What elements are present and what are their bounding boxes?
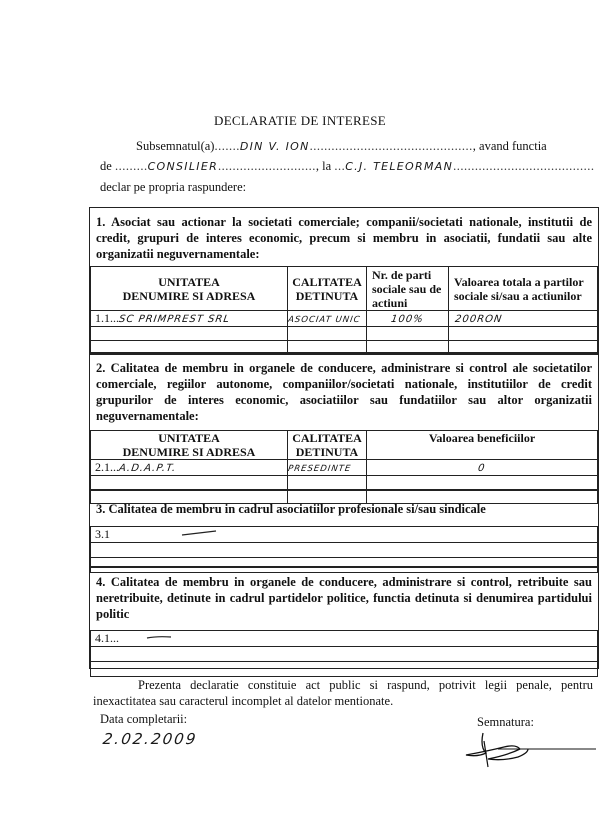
s2-col-quality: CALITATEA DETINUTA (288, 431, 367, 460)
section-3-table (90, 526, 598, 573)
table-row (91, 460, 598, 476)
s1-row-value: 200RON (454, 314, 504, 325)
table-row (91, 327, 598, 341)
subsemnatul-value: DIN V. ION (239, 140, 310, 153)
functia-value: CONSILIER (147, 160, 219, 173)
section-1-heading: 1. Asociat sau actionar la societati comerciale; companii/societati nationale, institutii de credit, grupuri de interes economic, precum si membru in asociatii, fundatii sau alte organizatii neguvernamentale: (96, 215, 592, 261)
s2-row-unit: A.D.A.P.T. (118, 463, 178, 474)
table-row (91, 527, 598, 543)
s2-row-prefix: 2.1... (95, 460, 119, 474)
s1-col-quality: CALITATEA DETINUTA (288, 267, 367, 311)
table-row (91, 662, 598, 677)
table-row (91, 476, 598, 490)
s1-row-unit: SC PRIMPREST SRL (118, 314, 231, 325)
section-1 (89, 207, 599, 353)
s4-row-prefix: 4.1... (95, 631, 119, 645)
s1-col-count: Nr. de parti sociale sau de actiuni (367, 267, 449, 311)
section-2-heading: 2. Calitatea de membru in organele de conducere, administrare si control ale societatilor comerciale, regiilor autonome, companiilor/societati nationale, institutiilor de credit grupurilor de interes economic, asociatiilor sau fundatiilor sau altor organizatii neguvernamentale: (96, 361, 592, 423)
semnatura-label: Semnatura: (477, 715, 534, 729)
section-2 (89, 353, 599, 490)
s1-row-count: 100% (390, 314, 425, 325)
s1-col-unit: UNITATEA DENUMIRE SI ADRESA (91, 267, 288, 311)
s2-row-value: 0 (477, 463, 487, 474)
data-label: Data completarii: (100, 712, 188, 726)
table-row (91, 631, 598, 647)
functia-line: de .........CONSILIER..........................., la ...C.J. TELEORMAN....................................... (100, 159, 595, 173)
table-row (91, 647, 598, 662)
section-3 (89, 490, 599, 567)
s2-col-value: Valoarea beneficiilor (367, 431, 598, 460)
s1-row-prefix: 1.1... (95, 311, 119, 325)
s3-row-prefix: 3.1 (95, 527, 110, 541)
document-title: DECLARATIE DE INTERESE (214, 113, 386, 128)
s3-dash-mark (180, 528, 220, 538)
section-4-heading: 4. Calitatea de membru in organele de conducere, administrare si control, retribuite sau neretribuite, detinute in cadrul partidelor politice, functia detinuta si denumirea partidului politic (96, 575, 592, 621)
statement: Prezenta declaratie constituie act public si raspund, potrivit legii penale, pentru inexactitatea sau caracterul incomplet al datelor mentionate. (93, 678, 593, 708)
table-row (91, 543, 598, 558)
de-label: de (100, 159, 112, 173)
s1-row-quality: ASOCIAT UNIC (287, 315, 362, 325)
section-4-table (90, 630, 598, 677)
s2-row-quality: PRESEDINTE (287, 464, 352, 474)
la-value: C.J. TELEORMAN (345, 160, 454, 173)
section-4 (89, 567, 599, 669)
subsemnatul-label: Subsemnatul(a) (136, 139, 215, 153)
table-row (91, 311, 598, 327)
avand-functia-label: , avand functia (472, 139, 547, 153)
signature (458, 727, 598, 772)
subsemnatul-line: Subsemnatul(a).......DIN V. ION............................................., avand functia (136, 139, 547, 153)
s1-col-value: Valoarea totala a partilor sociale si/sau a actiunilor (449, 267, 598, 311)
la-label: , la (315, 159, 332, 173)
s2-col-unit: UNITATEA DENUMIRE SI ADRESA (91, 431, 288, 460)
section-1-table (90, 266, 598, 355)
declar-label: declar pe propria raspundere: (100, 180, 247, 194)
data-value: 2.02.2009 (101, 730, 199, 748)
s4-dash-mark (145, 632, 175, 642)
section-3-heading: 3. Calitatea de membru in cadrul asociatiilor profesionale si/sau sindicale (96, 502, 486, 516)
